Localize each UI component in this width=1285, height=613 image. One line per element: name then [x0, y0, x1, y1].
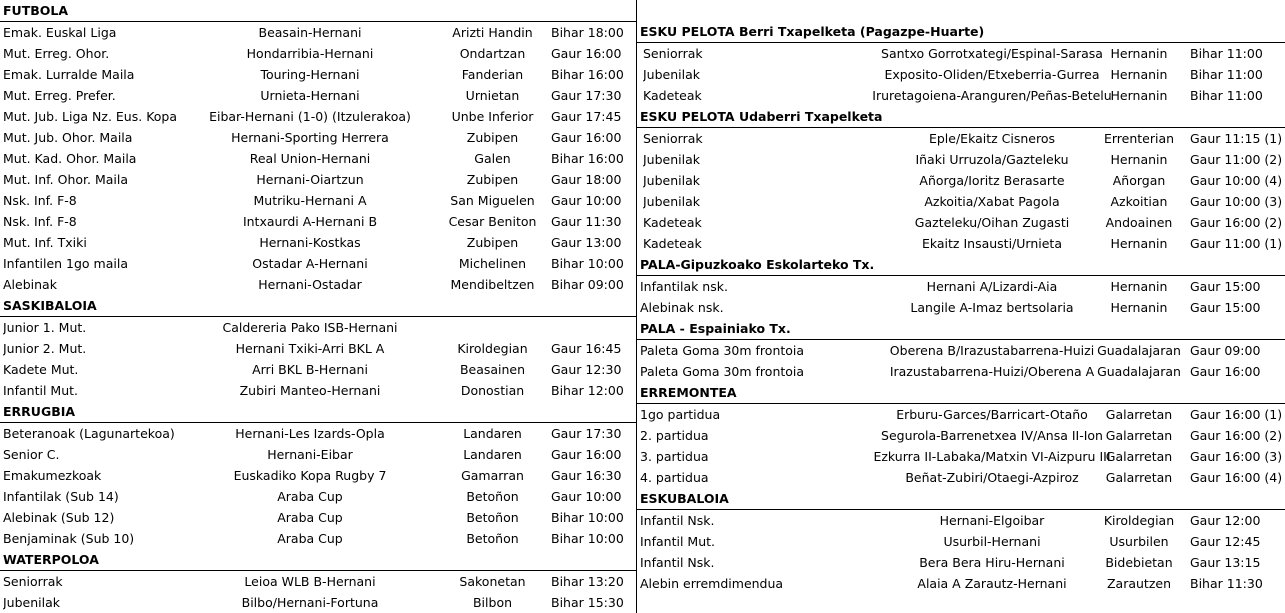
category-cell: Junior 2. Mut. — [3, 341, 87, 356]
section-heading-errugbia: ERRUGBIA — [3, 404, 76, 419]
match-cell: Arri BKL B-Hernani — [252, 362, 368, 377]
match-cell: Ekaitz Insausti/Urnieta — [921, 236, 1062, 251]
category-cell: Kadeteak — [643, 88, 702, 103]
venue-cell: Michelinen — [458, 256, 527, 271]
time-cell: Gaur 16:00 (3) — [1190, 449, 1283, 464]
time-cell: Bihar 11:30 — [1190, 576, 1263, 591]
venue-cell: Usurbilen — [1109, 534, 1169, 549]
match-cell: Ezkurra II-Labaka/Matxin VI-Aizpuru III — [873, 449, 1111, 464]
time-cell: Gaur 16:00 — [551, 46, 622, 61]
venue-cell: Ondartzan — [459, 46, 526, 61]
schedule-row — [637, 212, 1285, 233]
schedule-row — [637, 573, 1285, 594]
schedule-row — [0, 486, 636, 507]
time-cell: Gaur 16:00 (2) — [1190, 428, 1283, 443]
category-cell: Seniorrak — [3, 574, 63, 589]
time-cell: Gaur 16:00 (4) — [1190, 470, 1283, 485]
venue-cell: Gamarran — [461, 468, 524, 483]
schedule-row — [637, 42, 1285, 64]
category-cell: Mut. Inf. Txiki — [3, 235, 87, 250]
match-cell: Mutriku-Hernani A — [253, 193, 367, 208]
venue-cell: Kiroldegian — [457, 341, 528, 356]
schedule-row — [637, 425, 1285, 446]
venue-cell: Kiroldegian — [1103, 513, 1175, 528]
schedule-row — [0, 85, 636, 106]
time-cell: Bihar 09:00 — [551, 277, 624, 292]
match-cell: Hernani-Elgoibar — [939, 513, 1045, 528]
category-cell: Kadeteak — [643, 236, 702, 251]
section-heading-eskubaloia: ESKUBALOIA — [640, 491, 729, 506]
venue-cell: Donostian — [460, 383, 525, 398]
schedule-row — [0, 169, 636, 190]
venue-cell: Galarretan — [1105, 470, 1173, 485]
category-cell: Paleta Goma 30m frontoia — [640, 364, 805, 379]
schedule-row — [0, 64, 636, 85]
category-cell: Mut. Erreg. Ohor. — [3, 46, 110, 61]
match-cell: Eibar-Hernani (1-0) (Itzulerakoa) — [209, 109, 411, 124]
venue-cell: Galarretan — [1105, 449, 1173, 464]
match-cell: Langile A-Imaz bertsolaria — [910, 300, 1074, 315]
section-heading-pala-espainiako-tx: PALA - Espainiako Tx. — [640, 321, 791, 336]
schedule-row — [0, 106, 636, 127]
match-cell: Euskadiko Kopa Rugby 7 — [233, 468, 387, 483]
venue-cell: Galarretan — [1105, 407, 1173, 422]
category-cell: Infantil Nsk. — [640, 555, 715, 570]
category-cell: Benjaminak (Sub 10) — [3, 531, 135, 546]
category-cell: Jubenilak — [643, 194, 701, 209]
category-cell: Alebinak nsk. — [640, 300, 724, 315]
schedule-row — [637, 85, 1285, 106]
schedule-row — [0, 338, 636, 359]
time-cell: Gaur 11:00 (2) — [1190, 152, 1283, 167]
match-cell: Santxo Gorrotxategi/Espinal-Sarasa — [881, 46, 1103, 61]
category-cell: Beteranoak (Lagunartekoa) — [3, 426, 175, 441]
match-cell: Añorga/Ioritz Berasarte — [919, 173, 1065, 188]
schedule-row — [0, 507, 636, 528]
section-heading-esku-pelota-udaberri-txapelketa: ESKU PELOTA Udaberri Txapelketa — [640, 109, 883, 124]
category-cell: Paleta Goma 30m frontoia — [640, 343, 805, 358]
schedule-row — [637, 509, 1285, 531]
schedule-row — [637, 191, 1285, 212]
venue-cell: Hernanin — [1110, 300, 1168, 315]
match-cell: Eple/Ekaitz Cisneros — [928, 131, 1056, 146]
category-cell: Junior 1. Mut. — [3, 320, 87, 335]
venue-cell: Sakonetan — [459, 574, 526, 589]
time-cell: Gaur 16:00 (2) — [1190, 215, 1283, 230]
venue-cell: Zubipen — [466, 235, 519, 250]
match-cell: Gazteleku/Oihan Zugasti — [914, 215, 1070, 230]
match-cell: Araba Cup — [277, 510, 343, 525]
venue-cell: Landaren — [463, 447, 522, 462]
venue-cell: Errenterian — [1103, 131, 1175, 146]
time-cell: Gaur 11:15 (1) — [1190, 131, 1283, 146]
category-cell: Jubenilak — [643, 152, 701, 167]
venue-cell: Hernanin — [1110, 88, 1168, 103]
time-cell: Gaur 18:00 — [551, 172, 622, 187]
right-schedule-column — [636, 0, 1285, 613]
venue-cell: Andoainen — [1105, 215, 1173, 230]
time-cell: Bihar 11:00 — [1190, 67, 1263, 82]
match-cell: Intxaurdi A-Hernani B — [242, 214, 378, 229]
venue-cell: Zubipen — [466, 130, 519, 145]
match-cell: Touring-Hernani — [260, 67, 360, 82]
category-cell: Infantilen 1go maila — [3, 256, 128, 271]
category-cell: Infantil Nsk. — [640, 513, 715, 528]
time-cell: Bihar 16:00 — [551, 151, 624, 166]
category-cell: Mut. Jub. Liga Nz. Eus. Kopa — [3, 109, 178, 124]
venue-cell: Bilbon — [472, 595, 513, 610]
schedule-row — [637, 233, 1285, 254]
schedule-row — [637, 64, 1285, 85]
schedule-row — [0, 359, 636, 380]
category-cell: Senior C. — [3, 447, 60, 462]
match-cell: Leioa WLB B-Hernani — [244, 574, 376, 589]
section-heading-futbola: FUTBOLA — [3, 3, 69, 18]
category-cell: 3. partidua — [640, 449, 709, 464]
section-heading-pala-gipuzkoako-eskolarteko-tx: PALA-Gipuzkoako Eskolarteko Tx. — [640, 257, 875, 272]
section-heading-erremontea: ERREMONTEA — [640, 385, 737, 400]
time-cell: Bihar 10:00 — [551, 531, 624, 546]
schedule-row — [0, 127, 636, 148]
time-cell: Gaur 13:15 — [1190, 555, 1261, 570]
time-cell: Gaur 09:00 — [1190, 343, 1261, 358]
section-heading-waterpoloa: WATERPOLOA — [3, 552, 99, 567]
category-cell: Alebinak (Sub 12) — [3, 510, 115, 525]
match-cell: Hernani-Oiartzun — [256, 172, 364, 187]
venue-cell: Hernanin — [1110, 236, 1168, 251]
category-cell: Infantil Mut. — [640, 534, 715, 549]
venue-cell: Hernanin — [1110, 46, 1168, 61]
schedule-row — [637, 531, 1285, 552]
category-cell: Emak. Euskal Liga — [3, 25, 117, 40]
category-cell: Nsk. Inf. F-8 — [3, 214, 77, 229]
category-cell: Alebinak — [3, 277, 57, 292]
venue-cell: Arizti Handin — [452, 25, 533, 40]
time-cell: Gaur 10:00 (3) — [1190, 194, 1283, 209]
category-cell: Nsk. Inf. F-8 — [3, 193, 77, 208]
match-cell: Ostadar A-Hernani — [252, 256, 368, 271]
venue-cell: Azkoitian — [1110, 194, 1168, 209]
venue-cell: Zarautzen — [1106, 576, 1172, 591]
schedule-row — [0, 211, 636, 232]
match-cell: Iruretagoiena-Aranguren/Peñas-Betelu — [872, 88, 1112, 103]
venue-cell: Hernanin — [1110, 67, 1168, 82]
schedule-row — [0, 190, 636, 211]
schedule-row — [0, 148, 636, 169]
time-cell: Gaur 10:00 (4) — [1190, 173, 1283, 188]
category-cell: Mut. Kad. Ohor. Maila — [3, 151, 137, 166]
match-cell: Hernani-Ostadar — [258, 277, 362, 292]
venue-cell: Unbe Inferior — [451, 109, 534, 124]
category-cell: Kadete Mut. — [3, 362, 79, 377]
match-cell: Erburu-Garces/Barricart-Otaño — [896, 407, 1088, 422]
category-cell: Infantilak (Sub 14) — [3, 489, 119, 504]
category-cell: Infantilak nsk. — [640, 279, 728, 294]
schedule-row — [0, 380, 636, 401]
time-cell: Gaur 10:00 — [551, 489, 622, 504]
schedule-row — [637, 127, 1285, 149]
venue-cell: Guadalajaran — [1097, 343, 1181, 358]
time-cell: Bihar 12:00 — [551, 383, 624, 398]
category-cell: Infantil Mut. — [3, 383, 78, 398]
venue-cell: Añorgan — [1112, 173, 1166, 188]
schedule-row — [637, 339, 1285, 361]
time-cell: Bihar 11:00 — [1190, 88, 1263, 103]
section-heading-saskibaloia: SASKIBALOIA — [3, 298, 97, 313]
match-cell: Exposito-Oliden/Etxeberria-Gurrea — [884, 67, 1100, 82]
venue-cell: Galen — [474, 151, 511, 166]
section-heading-esku-pelota-berri-txapelketa-pagazpe-huarte: ESKU PELOTA Berri Txapelketa (Pagazpe-Huarte) — [640, 24, 985, 39]
time-cell: Gaur 17:45 — [551, 109, 622, 124]
match-cell: Araba Cup — [277, 531, 343, 546]
match-cell: Alaia A Zarautz-Hernani — [917, 576, 1067, 591]
venue-cell: Betoñon — [466, 489, 519, 504]
time-cell: Gaur 11:00 (1) — [1190, 236, 1283, 251]
time-cell: Bihar 16:00 — [551, 67, 624, 82]
schedule-row — [637, 446, 1285, 467]
schedule-row — [0, 21, 636, 43]
match-cell: Beñat-Zubiri/Otaegi-Azpiroz — [905, 470, 1079, 485]
schedule-row — [637, 552, 1285, 573]
schedule-row — [0, 422, 636, 444]
category-cell: Jubenilak — [643, 67, 701, 82]
match-cell: Hernani Txiki-Arri BKL A — [235, 341, 385, 356]
time-cell: Gaur 15:00 — [1190, 279, 1261, 294]
time-cell: Gaur 16:45 — [551, 341, 622, 356]
match-cell: Hernani-Kostkas — [259, 235, 361, 250]
venue-cell: Bidebietan — [1105, 555, 1173, 570]
time-cell: Gaur 10:00 — [551, 193, 622, 208]
match-cell: Caldereria Pako ISB-Hernani — [222, 320, 398, 335]
venue-cell: Zubipen — [466, 172, 519, 187]
time-cell: Bihar 15:30 — [551, 595, 624, 610]
time-cell: Gaur 16:00 — [551, 447, 622, 462]
match-cell: Zubiri Manteo-Hernani — [239, 383, 381, 398]
schedule-row — [0, 570, 636, 592]
schedule-row — [637, 297, 1285, 318]
match-cell: Iñaki Urruzola/Gazteleku — [915, 152, 1069, 167]
time-cell: Gaur 16:30 — [551, 468, 622, 483]
match-cell: Real Union-Hernani — [249, 151, 371, 166]
time-cell: Gaur 17:30 — [551, 88, 622, 103]
time-cell: Gaur 15:00 — [1190, 300, 1261, 315]
schedule-row — [637, 403, 1285, 425]
venue-cell: Beasainen — [459, 362, 526, 377]
schedule-row — [637, 467, 1285, 488]
match-cell: Oberena B/Irazustabarrena-Huizi — [889, 343, 1095, 358]
match-cell: Bera Bera Hiru-Hernani — [919, 555, 1065, 570]
time-cell: Gaur 11:30 — [551, 214, 622, 229]
match-cell: Hernani-Les Izards-Opla — [235, 426, 385, 441]
category-cell: 2. partidua — [640, 428, 709, 443]
time-cell: Bihar 13:20 — [551, 574, 624, 589]
schedule-row — [637, 361, 1285, 382]
venue-cell: Hernanin — [1110, 152, 1168, 167]
match-cell: Hernani-Sporting Herrera — [231, 130, 389, 145]
venue-cell: Fanderian — [461, 67, 524, 82]
schedule-row — [0, 592, 636, 613]
schedule-row — [0, 444, 636, 465]
schedule-row — [0, 253, 636, 274]
time-cell: Bihar 10:00 — [551, 256, 624, 271]
match-cell: Hernani A/Lizardi-Aia — [926, 279, 1058, 294]
match-cell: Usurbil-Hernani — [943, 534, 1041, 549]
time-cell: Gaur 13:00 — [551, 235, 622, 250]
match-cell: Hondarribia-Hernani — [246, 46, 374, 61]
category-cell: Emakumezkoak — [3, 468, 102, 483]
schedule-row — [637, 275, 1285, 297]
venue-cell: Betoñon — [466, 510, 519, 525]
schedule-row — [0, 465, 636, 486]
category-cell: Emak. Lurralde Maila — [3, 67, 135, 82]
time-cell: Gaur 12:00 — [1190, 513, 1261, 528]
venue-cell: Mendibeltzen — [450, 277, 535, 292]
schedule-row — [0, 232, 636, 253]
schedule-row — [0, 528, 636, 549]
venue-cell: Galarretan — [1105, 428, 1173, 443]
category-cell: Seniorrak — [643, 131, 703, 146]
time-cell: Gaur 16:00 (1) — [1190, 407, 1283, 422]
category-cell: Alebin erremdimendua — [640, 576, 784, 591]
match-cell: Urnieta-Hernani — [260, 88, 360, 103]
venue-cell: Landaren — [463, 426, 522, 441]
category-cell: Mut. Inf. Ohor. Maila — [3, 172, 128, 187]
category-cell: 4. partidua — [640, 470, 709, 485]
match-cell: Irazustabarrena-Huizi/Oberena A — [889, 364, 1095, 379]
category-cell: Jubenilak — [643, 173, 701, 188]
category-cell: Kadeteak — [643, 215, 702, 230]
schedule-row — [637, 149, 1285, 170]
venue-cell: Hernanin — [1110, 279, 1168, 294]
venue-cell: Guadalajaran — [1097, 364, 1181, 379]
schedule-row — [637, 170, 1285, 191]
time-cell: Bihar 10:00 — [551, 510, 624, 525]
time-cell: Gaur 12:30 — [551, 362, 622, 377]
match-cell: Araba Cup — [277, 489, 343, 504]
schedule-row — [0, 274, 636, 295]
venue-cell: San Miguelen — [450, 193, 535, 208]
schedule-row — [0, 316, 636, 338]
time-cell: Gaur 16:00 — [551, 130, 622, 145]
venue-cell: Betoñon — [466, 531, 519, 546]
match-cell: Segurola-Barrenetxea IV/Ansa II-Ion — [881, 428, 1103, 443]
category-cell: Mut. Jub. Ohor. Maila — [3, 130, 133, 145]
match-cell: Beasain-Hernani — [258, 25, 362, 40]
category-cell: 1go partidua — [640, 407, 721, 422]
left-schedule-column — [0, 0, 636, 613]
time-cell: Gaur 17:30 — [551, 426, 622, 441]
match-cell: Bilbo/Hernani-Fortuna — [241, 595, 379, 610]
category-cell: Seniorrak — [643, 46, 703, 61]
match-cell: Azkoitia/Xabat Pagola — [924, 194, 1060, 209]
time-cell: Gaur 12:45 — [1190, 534, 1261, 549]
venue-cell: Urnietan — [465, 88, 520, 103]
schedule-row — [0, 43, 636, 64]
venue-cell: Cesar Beniton — [448, 214, 537, 229]
match-cell: Hernani-Eibar — [267, 447, 353, 462]
time-cell: Bihar 18:00 — [551, 25, 624, 40]
time-cell: Gaur 16:00 — [1190, 364, 1261, 379]
time-cell: Bihar 11:00 — [1190, 46, 1263, 61]
category-cell: Mut. Erreg. Prefer. — [3, 88, 116, 103]
category-cell: Jubenilak — [3, 595, 61, 610]
